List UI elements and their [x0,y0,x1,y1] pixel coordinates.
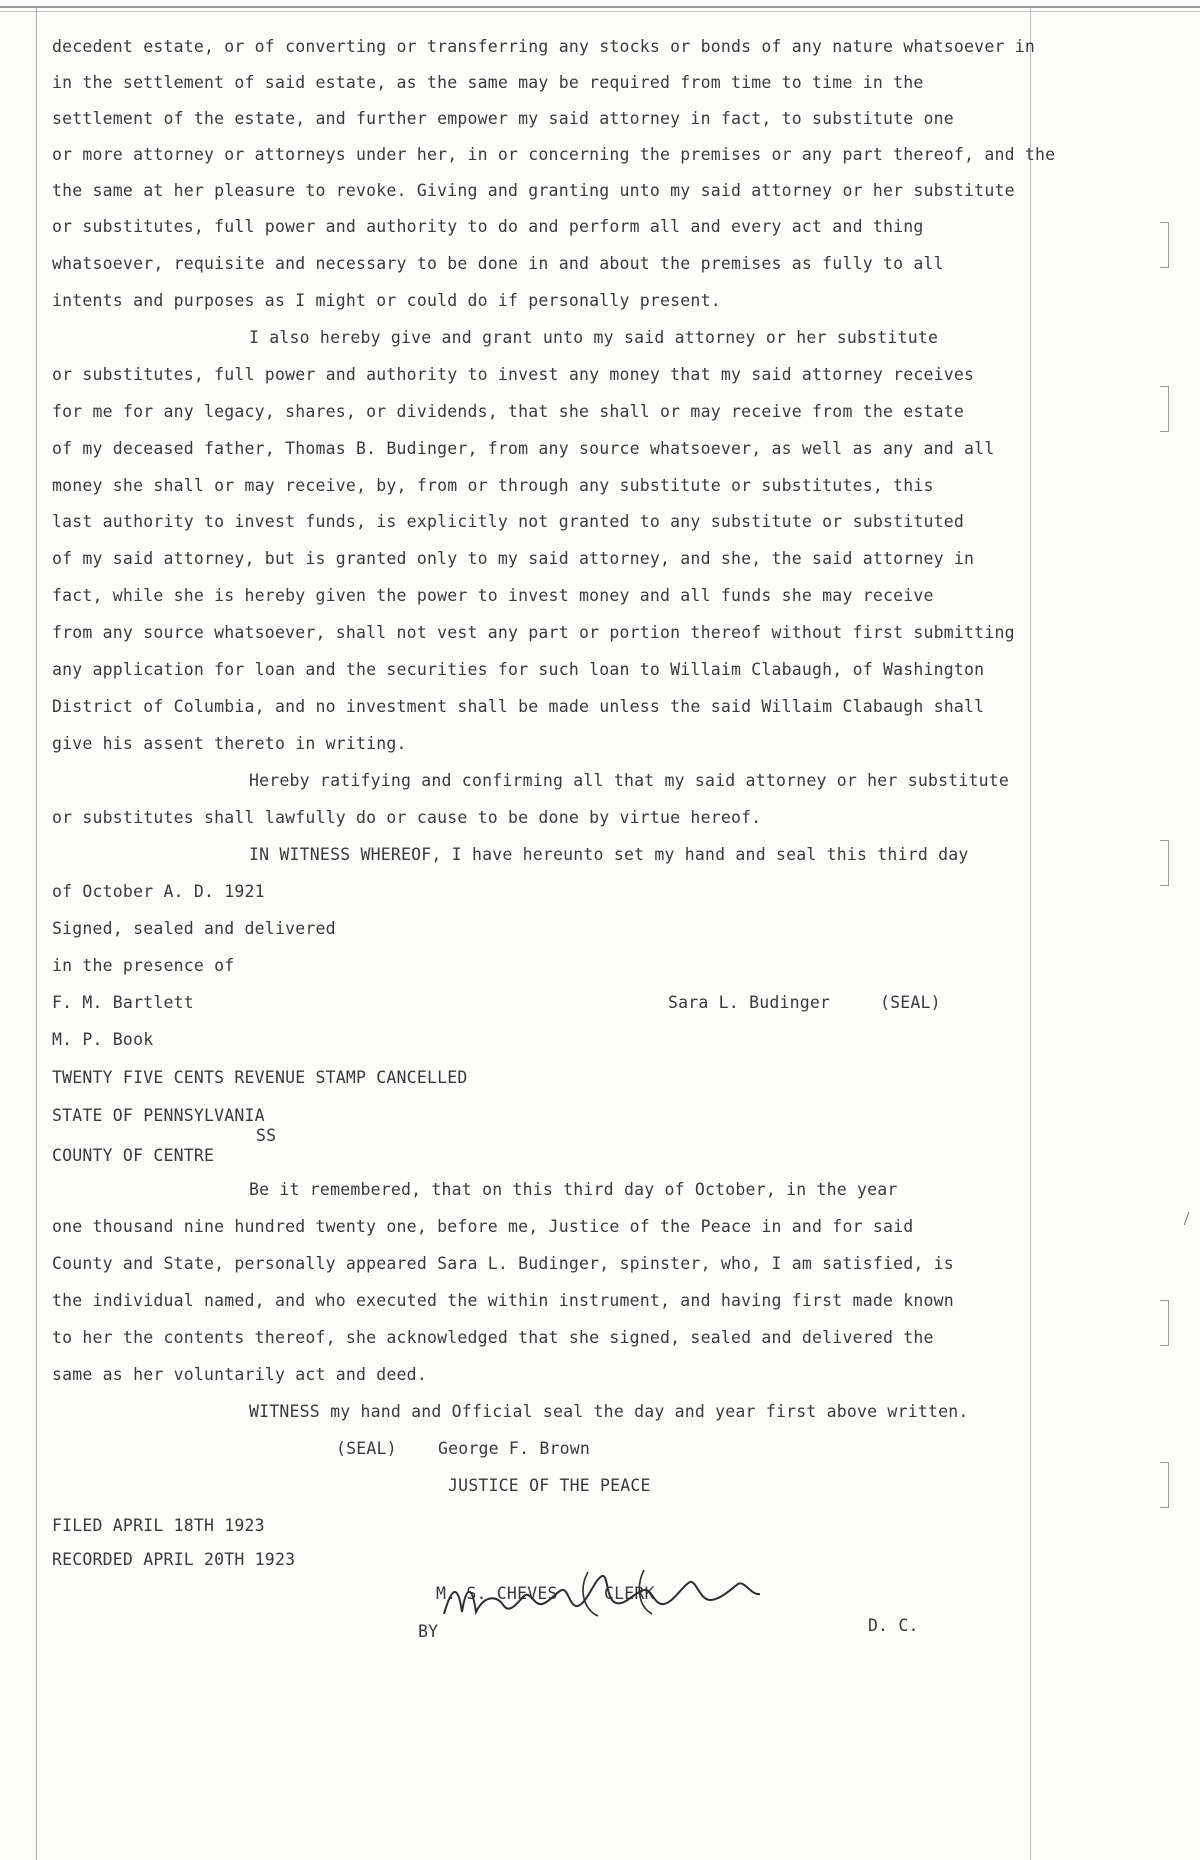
handwritten-signature [438,1566,768,1626]
text-line-19: District of Columbia, and no investment shall be made unless the said Willaim Clabaugh shall [52,697,985,716]
ack-line-7: WITNESS my hand and Official seal the day and year first above written. [249,1402,969,1421]
text-line-22: or substitutes shall lawfully do or cause to be done by virtue hereof. [52,808,762,827]
text-line-12: of my deceased father, Thomas B. Budinger, from any source whatsoever, as well as any and all [52,439,995,458]
left-margin-rule [36,8,37,1860]
text-line-4: or more attorney or attorneys under her, in or concerning the premises or any part thereof, and the [52,145,1056,164]
text-line-23: IN WITNESS WHEREOF, I have hereunto set my hand and seal this third day [249,845,969,864]
recorded-date: RECORDED APRIL 20TH 1923 [52,1550,296,1569]
text-line-11: for me for any legacy, shares, or dividends, that she shall or may receive from the estate [52,402,965,421]
text-line-24: of October A. D. 1921 [52,882,265,901]
text-line-7: whatsoever, requisite and necessary to be done in and about the premises as fully to all [52,254,944,273]
ack-line-5: to her the contents thereof, she acknowledged that she signed, sealed and delivered the [52,1328,934,1347]
ack-line-2: one thousand nine hundred twenty one, before me, Justice of the Peace in and for said [52,1217,914,1236]
margin-bracket [1160,840,1169,886]
text-line-13: money she shall or may receive, by, from or through any substitute or substitutes, this [52,476,934,495]
text-line-21: Hereby ratifying and confirming all that my said attorney or her substitute [249,771,1010,790]
text-line-8: intents and purposes as I might or could do if personally present. [52,291,721,310]
top-border [0,6,1200,8]
text-line-3: settlement of the estate, and further empower my said attorney in fact, to substitute one [52,109,954,128]
margin-bracket [1160,1300,1169,1346]
ack-line-1: Be it remembered, that on this third day of October, in the year [249,1180,898,1199]
filed-date: FILED APRIL 18TH 1923 [52,1516,265,1535]
jp-seal: (SEAL) [336,1439,397,1458]
margin-bracket [1160,222,1169,268]
jp-name: George F. Brown [438,1439,591,1458]
text-line-15: of my said attorney, but is granted only to my said attorney, and she, the said attorney in [52,549,975,568]
text-line-14: last authority to invest funds, is explicitly not granted to any substitute or substituted [52,512,965,531]
ack-line-4: the individual named, and who executed the within instrument, and having first made known [52,1291,954,1310]
signer-seal: (SEAL) [880,993,941,1012]
text-line-25: Signed, sealed and delivered [52,919,336,938]
text-line-20: give his assent thereto in writing. [52,734,407,753]
clerk-title: CLERK [604,1584,655,1603]
text-line-5: the same at her pleasure to revoke. Giving and granting unto my said attorney or her substitute [52,181,1015,200]
text-line-18: any application for loan and the securities for such loan to Willaim Clabaugh, of Washington [52,660,985,679]
margin-mark [1184,1212,1193,1227]
revenue-stamp-note: TWENTY FIVE CENTS REVENUE STAMP CANCELLED [52,1068,468,1087]
ack-line-6: same as her voluntarily act and deed. [52,1365,427,1384]
text-line-26: in the presence of [52,956,235,975]
text-line-9: I also hereby give and grant unto my said attorney or her substitute [249,328,939,347]
text-line-6: or substitutes, full power and authority to do and perform all and every act and thing [52,217,924,236]
witness-book: M. P. Book [52,1030,154,1049]
county-line: COUNTY OF CENTRE [52,1146,215,1165]
clerk-name: M. S. CHEVES [436,1584,558,1603]
by-label: BY [418,1622,439,1641]
margin-bracket [1160,386,1169,432]
ack-line-3: County and State, personally appeared Sara L. Budinger, spinster, who, I am satisfied, is [52,1254,954,1273]
margin-bracket [1160,1462,1169,1508]
deputy-clerk-label: D. C. [868,1616,919,1635]
state-line: STATE OF PENNSYLVANIA [52,1106,265,1125]
text-line-1: decedent estate, or of converting or transferring any stocks or bonds of any nature whatsoever in [52,37,1035,56]
text-line-2: in the settlement of said estate, as the same may be required from time to time in the [52,73,924,92]
right-margin-rule [1030,8,1031,1860]
text-line-17: from any source whatsoever, shall not vest any part or portion thereof without first submitting [52,623,1015,642]
signer-name: Sara L. Budinger [668,993,831,1012]
witness-bartlett: F. M. Bartlett [52,993,194,1012]
text-line-16: fact, while she is hereby given the power to invest money and all funds she may receive [52,586,934,605]
top-border-inner [0,11,1200,12]
ss-mark: SS [256,1126,277,1145]
text-line-10: or substitutes, full power and authority to invest any money that my said attorney receives [52,365,975,384]
jp-title: JUSTICE OF THE PEACE [448,1476,651,1495]
